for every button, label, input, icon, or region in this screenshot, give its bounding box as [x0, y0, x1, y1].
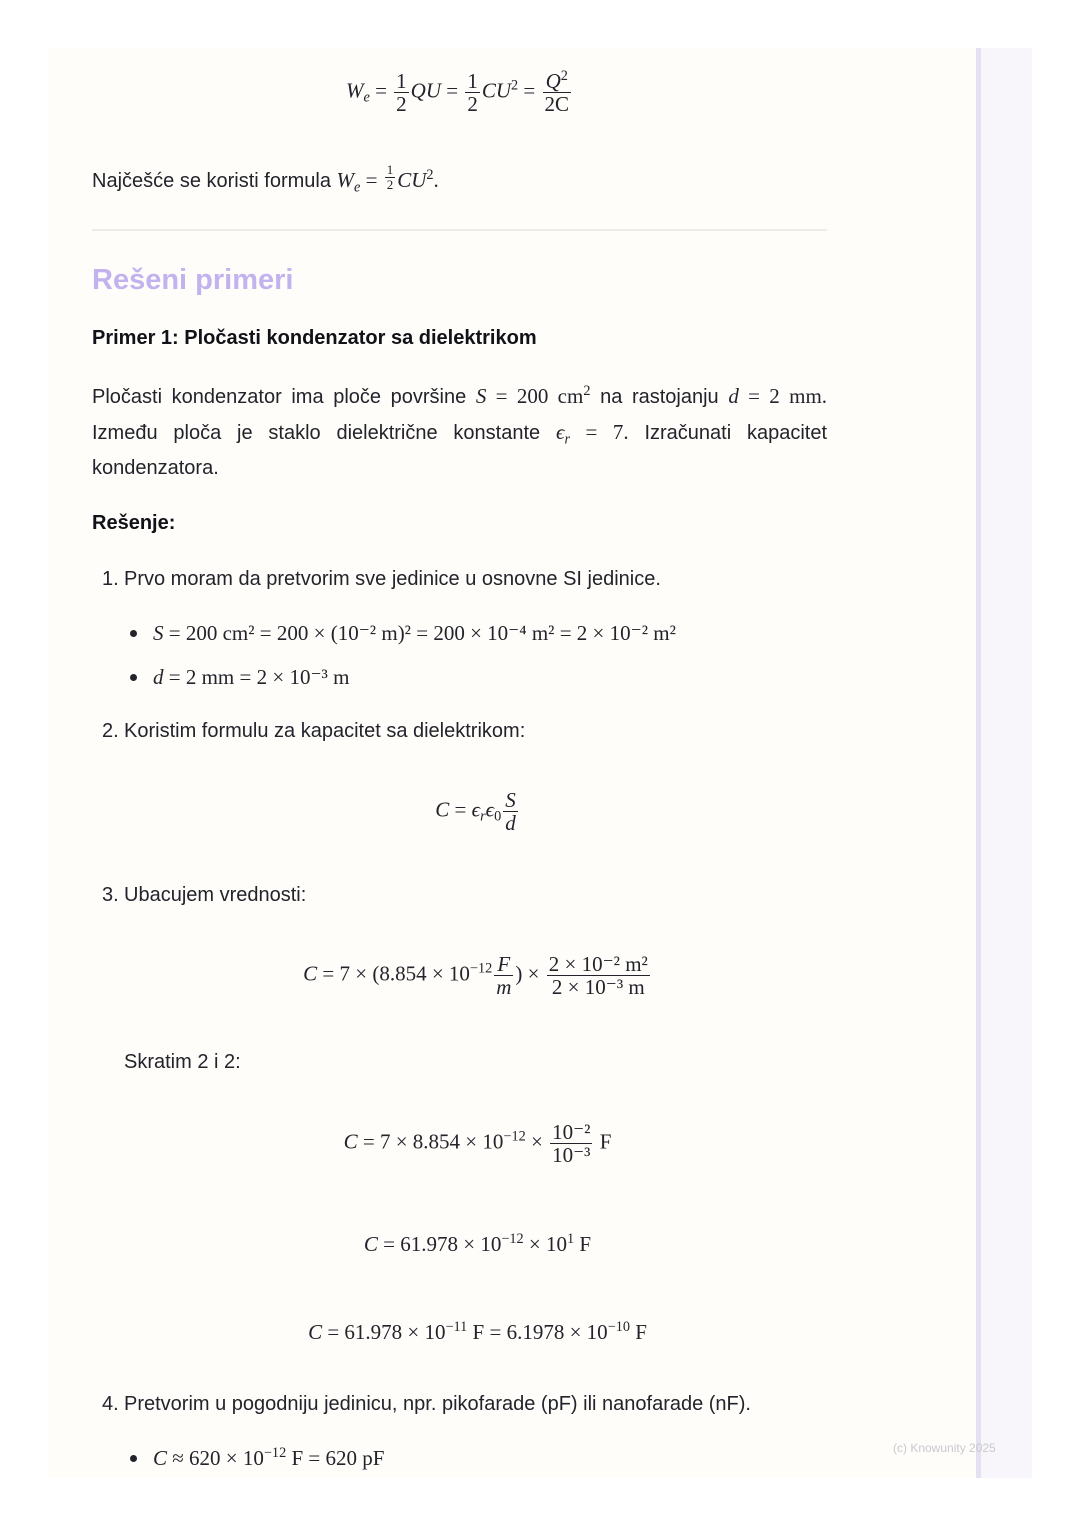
step-2: 2. Koristim formulu za kapacitet sa dielektrikom:: [102, 720, 526, 742]
equation-3: $C = 61.978 \times 10^{-12} \times 10^1$ F: [363, 1231, 592, 1256]
example-title: Primer 1: Pločasti kondenzator sa dielektrikom: [92, 327, 537, 349]
bullet-result: $C \approx 620 \times 10^{-12}$ F = 620 pF: [130, 1446, 384, 1471]
section-divider: [92, 229, 827, 231]
bullet-d-conversion: d = 2 mm = 2 × 10⁻³ m: [130, 665, 349, 690]
step-3: 3. Ubacujem vrednosti:: [102, 884, 307, 906]
equation-4: $C = 61.978 \times 10^{-11}$ $F = 6.1978 \times 10^{-10}$ F: [308, 1319, 647, 1344]
document-page: [48, 48, 976, 1478]
bullet-s-conversion: S = 200 cm² = 200 × (10⁻² m)² = 200 × 10⁻⁴ m² = 2 × 10⁻² m²: [130, 621, 676, 646]
energy-formula: $W_e$ = $\frac{1}{2}$ QU = $\frac{1}{2}$ $CU^2$ = $\frac{Q^2}{2C}$: [345, 68, 570, 117]
substitution-formula: $C = 7 \times (8.854 \times 10^{-12}$ $\frac{F}{m}$ ) × $\frac{\text{2 × 10⁻² m²}}{\text{2 × 10⁻³ m}}$: [303, 952, 648, 1000]
cancel-note: Skratim 2 i 2:: [124, 1051, 241, 1073]
equation-2: $C = 7 \times 8.854 \times 10^{-12}$ × $\frac{\text{10⁻²}}{\text{10⁻³}}$ F: [343, 1120, 612, 1168]
section-title: Rešeni primeri: [92, 264, 294, 296]
solution-label: Rešenje:: [92, 512, 176, 534]
capacitance-formula: $C = \epsilon_r\epsilon_0$ $\frac{S}{d}$: [435, 788, 516, 836]
step-4: 4. Pretvorim u pogodniju jedinicu, npr. pikofarade (pF) ili nanofarade (nF).: [102, 1393, 751, 1415]
example-text: Pločasti kondenzator ima ploče površine S = 200 $cm^2$ na rastojanju d = 2 mm. Između ploča je staklo dielektrične konstante $\epsilon_r = 7$. Izračunati kapacitet kondenzatora.: [92, 383, 828, 479]
watermark: (c) Knowunity 2025: [893, 1441, 996, 1455]
intro-text: Najčešće se koristi formula $W_e$ = $\frac{1}{2}$ $CU^2$.: [92, 162, 439, 196]
side-rail: [976, 48, 1032, 1478]
step-1: 1. Prvo moram da pretvorim sve jedinice u osnovne SI jedinice.: [102, 568, 661, 590]
